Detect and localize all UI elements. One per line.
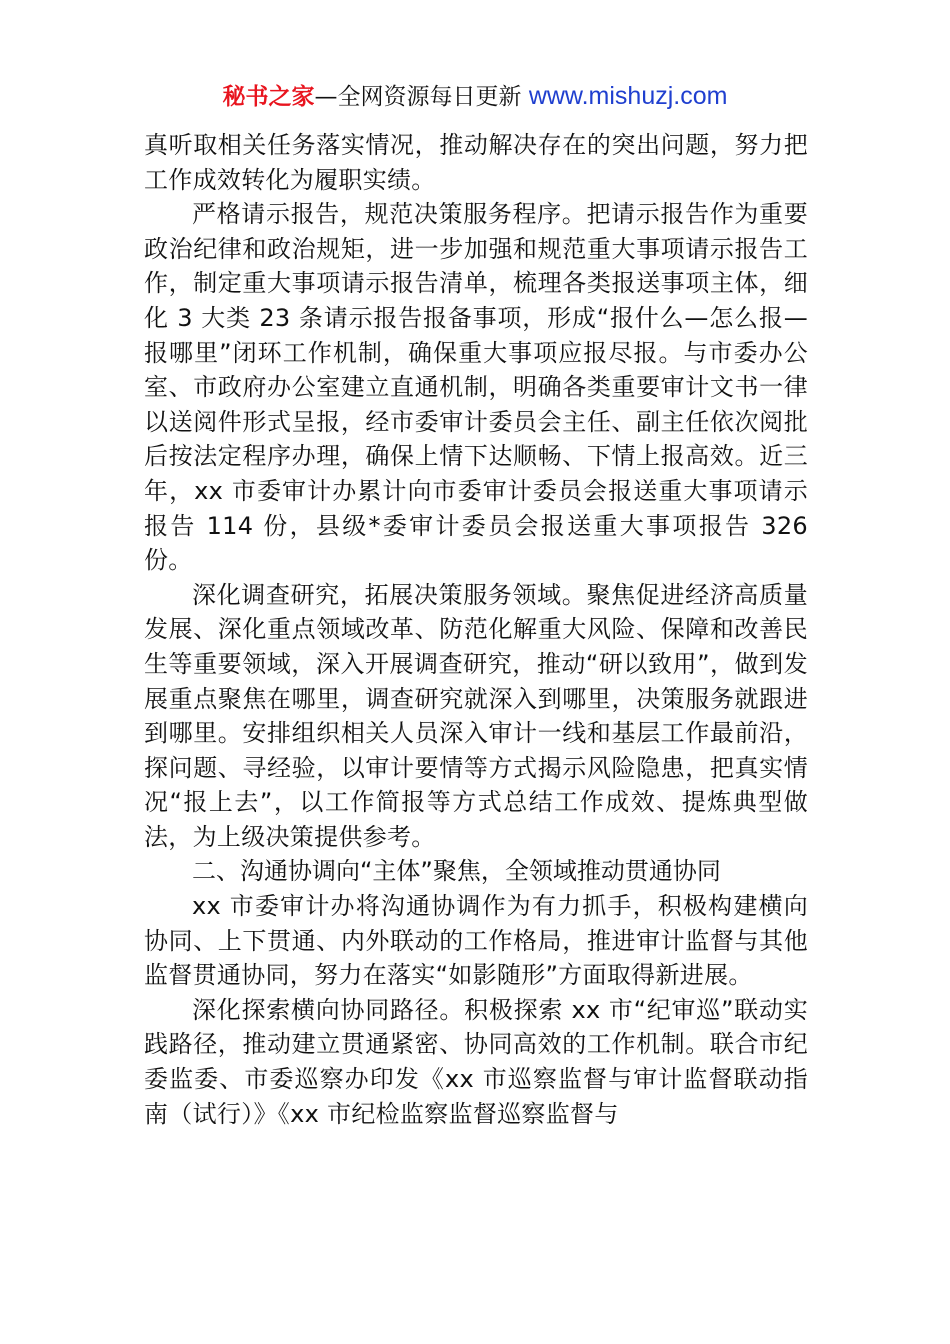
paragraph-research: 深化调查研究，拓展决策服务领域。聚焦促进经济高质量发展、深化重点领域改革、防范化解重大风险、保障和改善民生等重要领域，深入开展调查研究，推动“研以致用”，做到发展重点聚焦在哪里，调查研究就深入到哪里，决策服务就跟进到哪里。安排组织相关人员深入审计一线和基层工作最前沿，探问题、寻经验，以审计要情等方式揭示风险隐患，把真实情况“报上去”，以工作简报等方式总结工作成效、提炼典型做法，为上级决策提供参考。 [144, 580, 808, 851]
section-heading: 二、沟通协调向“主体”聚焦，全领域推动贯通协同 [192, 857, 721, 886]
site-url-link[interactable]: www.mishuzj.com [528, 82, 728, 110]
paragraph-coordination: xx 市委审计办将沟通协调作为有力抓手，积极构建横向协同、上下贯通、内外联动的工作格局，推进审计监督与其他监督贯通协同，努力在落实“如影随形”方面取得新进展。 [144, 892, 808, 990]
site-tagline: —全网资源每日更新 [314, 84, 529, 110]
paragraph-request-report: 严格请示报告，规范决策服务程序。把请示报告作为重要政治纪律和政治规矩，进一步加强和规范重大事项请示报告工作，制定重大事项请示报告清单，梳理各类报送事项主体，细化 3 大类 23 条请示报告报备事项，形成“报什么—怎么报—报哪里”闭环工作机制，确保重大事项应报尽报。与市委办公室、市政府办公室建立直通机制，明确各类重要审计文书一律以送阅件形式呈报，经市委审计委员会主任、副主任依次阅批后按法定程序办理，确保上情下达顺畅、下情上报高效。近三年，xx 市委审计办累计向市委审计委员会报送重大事项请示报告 114 份，县级*委审计委员会报送重大事项报告 326 份。 [144, 200, 809, 575]
site-brand: 秘书之家 [222, 84, 315, 110]
site-header [0, 80, 950, 113]
paragraph-continued: 真听取相关任务落实情况，推动解决存在的突出问题，努力把工作成效转化为履职实绩。 [144, 131, 808, 194]
document-body [144, 128, 808, 1131]
paragraph-horizontal-coordination: 深化探索横向协同路径。积极探索 xx 市“纪审巡”联动实践路径，推动建立贯通紧密、协同高效的工作机制。联合市纪委监委、市委巡察办印发《xx 市巡察监督与审计监督联动指南（试行）》《xx 市纪检监察监督巡察监督与 [144, 995, 808, 1128]
